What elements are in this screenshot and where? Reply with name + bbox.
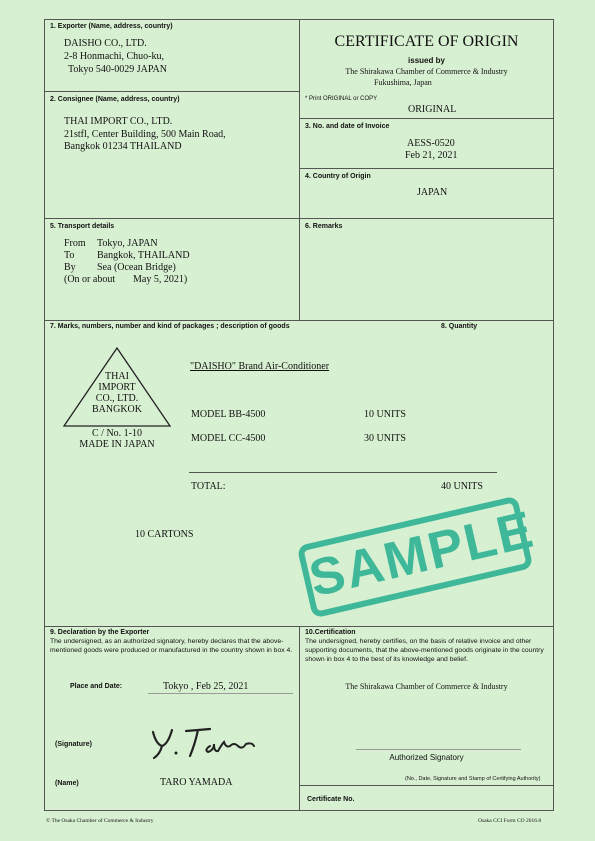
footer-copyright: © The Osaka Chamber of Commerce & Industry — [46, 818, 154, 824]
place-date-label: Place and Date: — [70, 683, 123, 690]
transport-from-value: Tokyo, JAPAN — [97, 238, 158, 249]
divider — [299, 785, 554, 786]
certifying-chamber: The Shirakawa Chamber of Commerce & Industry — [345, 682, 508, 691]
consignee-line-2: 21stfl, Center Building, 500 Main Road, — [64, 129, 226, 140]
carton-count: 10 CARTONS — [135, 529, 194, 540]
divider — [299, 626, 300, 811]
mark-line-2: IMPORT — [98, 382, 136, 393]
signatory-rule — [356, 749, 521, 750]
print-original-label: * Print ORIGINAL or COPY — [305, 96, 378, 102]
declaration-label: 9. Declaration by the Exporter — [50, 629, 150, 636]
issuing-chamber: The Shirakawa Chamber of Commerce & Industry — [345, 67, 508, 76]
exporter-line-3: Tokyo 540-0029 JAPAN — [68, 64, 167, 75]
item-model-2: MODEL CC-4500 — [191, 433, 266, 444]
authorized-signatory: Authorized Signatory — [389, 753, 464, 762]
country-of-origin-label: 4. Country of Origin — [305, 173, 371, 180]
mark-line-4: BANGKOK — [92, 404, 142, 415]
transport-date-value: May 5, 2021) — [133, 274, 188, 285]
divider — [44, 218, 554, 219]
case-number: C / No. 1-10 — [92, 428, 142, 439]
place-date-rule — [148, 693, 293, 694]
exporter-label: 1. Exporter (Name, address, country) — [50, 23, 173, 30]
transport-by-value: Sea (Ocean Bridge) — [97, 262, 176, 273]
issuing-location: Fukushima, Japan — [374, 78, 432, 87]
remarks-label: 6. Remarks — [305, 223, 343, 230]
consignee-label: 2. Consignee (Name, address, country) — [50, 96, 180, 103]
document-title: CERTIFICATE OF ORIGIN — [334, 33, 519, 50]
print-original-value: ORIGINAL — [408, 104, 457, 115]
divider — [299, 118, 554, 119]
transport-date-label: (On or about — [64, 274, 116, 285]
goods-brand: "DAISHO" Brand Air-Conditioner — [190, 361, 330, 372]
mark-line-1: THAI — [105, 371, 129, 382]
total-quantity: 40 UNITS — [441, 481, 483, 492]
invoice-date: Feb 21, 2021 — [405, 150, 458, 161]
quantity-label: 8. Quantity — [441, 323, 478, 330]
transport-to-value: Bangkok, THAILAND — [97, 250, 190, 261]
signature-label: (Signature) — [55, 741, 92, 748]
country-of-origin-value: JAPAN — [417, 187, 448, 198]
place-date-value: Tokyo , Feb 25, 2021 — [163, 681, 249, 692]
transport-by-label: By — [64, 262, 76, 273]
goods-label: 7. Marks, numbers, number and kind of packages ; description of goods — [50, 323, 290, 330]
total-rule — [189, 472, 497, 473]
exporter-line-1: DAISHO CO., LTD. — [64, 38, 147, 49]
footer-form-id: Osaka CCI Form CO 2016.8 — [478, 818, 542, 824]
consignee-line-3: Bangkok 01234 THAILAND — [64, 141, 182, 152]
transport-label: 5. Transport details — [50, 223, 115, 230]
invoice-label: 3. No. and date of Invoice — [305, 123, 390, 130]
mark-line-3: CO., LTD. — [95, 393, 139, 404]
item-qty-1: 10 UNITS — [364, 409, 406, 420]
exporter-line-2: 2-8 Honmachi, Chuo-ku, — [64, 51, 164, 62]
item-qty-2: 30 UNITS — [364, 433, 406, 444]
issued-by: issued by — [408, 56, 445, 65]
name-label: (Name) — [55, 780, 79, 787]
certificate-number-label: Certificate No. — [307, 796, 355, 803]
certifying-authority-note: (No., Date, Signature and Stamp of Certifying Authority) — [405, 776, 541, 782]
declaration-text: The undersigned, as an authorized signatory, hereby declares that the above-mentioned goods were produced or manufactured in the country shown in box 4. — [50, 638, 293, 654]
consignee-line-1: THAI IMPORT CO., LTD. — [64, 116, 173, 127]
sample-stamp: SAMPLE — [297, 496, 534, 619]
item-model-1: MODEL BB-4500 — [191, 409, 266, 420]
certification-label: 10.Certification — [305, 629, 356, 636]
invoice-number: AESS-0520 — [407, 138, 455, 149]
transport-from-label: From — [64, 238, 86, 249]
divider — [299, 168, 554, 169]
divider — [44, 91, 299, 92]
divider — [44, 320, 554, 321]
exporter-signature — [148, 722, 258, 767]
certification-text: The undersigned, hereby certifies, on the basis of relative invoice and other supporting documents, that the above-mentioned goods originate in the country shown in box 4 to the best of its knowledge and belief. — [305, 638, 544, 663]
exporter-name: TARO YAMADA — [160, 777, 233, 788]
made-in: MADE IN JAPAN — [79, 439, 155, 450]
total-label: TOTAL: — [191, 481, 226, 492]
transport-to-label: To — [64, 250, 75, 261]
